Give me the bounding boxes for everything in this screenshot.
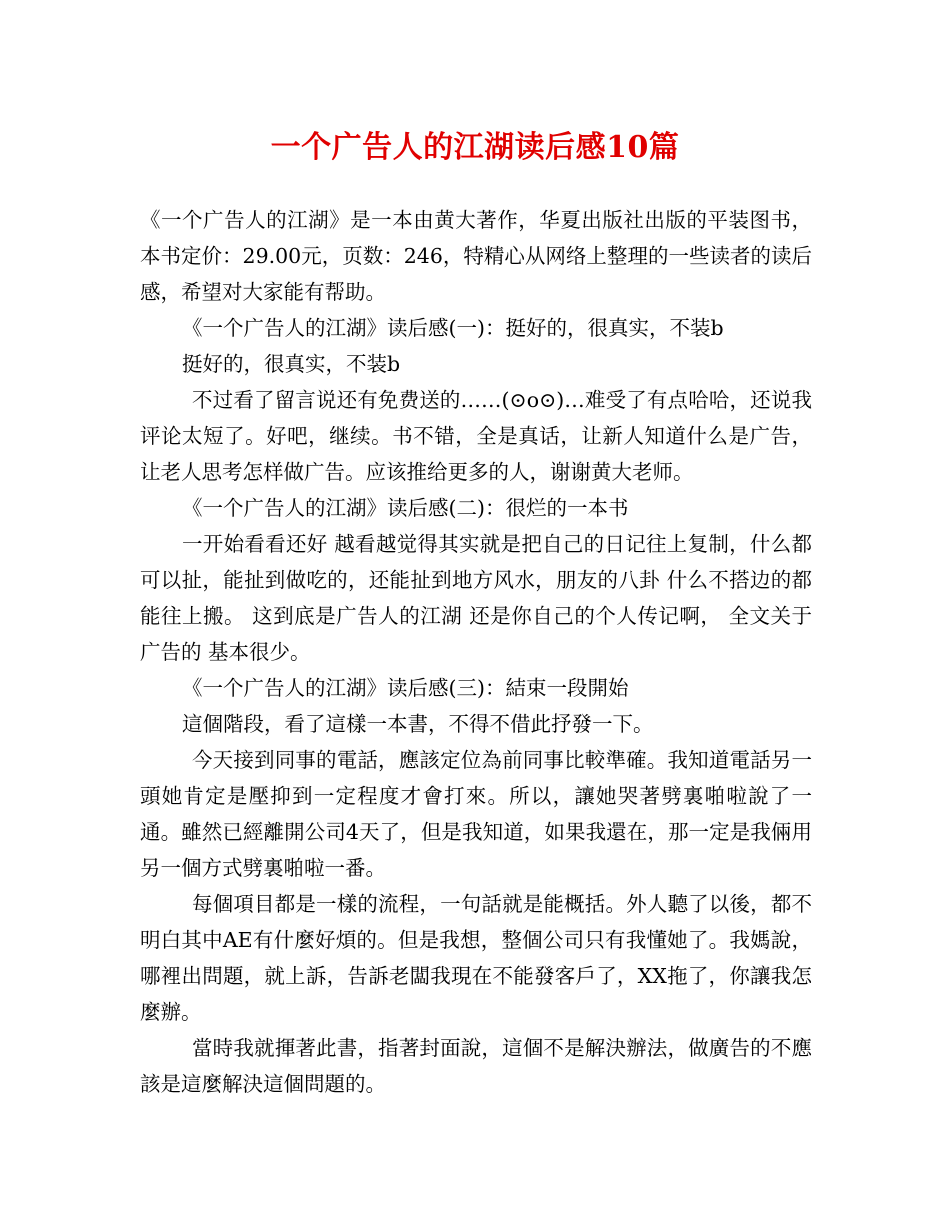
paragraph-review-3-body-1: 今天接到同事的電話，應該定位為前同事比較準確。我知道電話另一頭她肯定是壓抑到一定程度才會打來。所以，讓她哭著劈裏啪啦說了一通。雖然已經離開公司4天了，但是我知道，如果我還在，那一定是我倆用另一個方式劈裏啪啦一番。 bbox=[140, 748, 812, 880]
paragraph-intro: 《一个广告人的江湖》是一本由黄大著作，华夏出版社出版的平装图书，本书定价：29.00元，页数：246，特精心从网络上整理的一些读者的读后感，希望对大家能有帮助。 bbox=[140, 208, 812, 304]
paragraph-review-3-body-3: 當時我就揮著此書，指著封面說，這個不是解決辦法，做廣告的不應該是這麼解決這個問題的。 bbox=[140, 1036, 812, 1096]
heading-review-3: 《一个广告人的江湖》读后感(三)：結束一段開始 bbox=[182, 676, 629, 700]
paragraph-review-3-body-2: 每個項目都是一樣的流程，一句話就是能概括。外人聽了以後，都不明白其中AE有什麼好煩的。但是我想，整個公司只有我懂她了。我媽說，哪裡出問題，就上訴，告訴老闆我現在不能發客戶了，XX拖了，你讓我怎麼辦。 bbox=[140, 892, 812, 1024]
heading-review-2: 《一个广告人的江湖》读后感(二)：很烂的一本书 bbox=[182, 496, 629, 520]
document-title: 一个广告人的江湖读后感10篇 bbox=[270, 130, 680, 165]
heading-review-1: 《一个广告人的江湖》读后感(一)：挺好的，很真实，不装b bbox=[182, 316, 724, 340]
paragraph-review-1-body: 不过看了留言说还有免费送的……(⊙o⊙)…难受了有点哈哈，还说我评论太短了。好吧，继续。书不错，全是真话，让新人知道什么是广告，让老人思考怎样做广告。应该推给更多的人，谢谢黄大老师。 bbox=[140, 388, 812, 484]
paragraph-review-1-summary: 挺好的，很真实，不装b bbox=[182, 352, 401, 376]
paragraph-review-3-intro: 這個階段，看了這樣一本書，不得不借此抒發一下。 bbox=[182, 712, 654, 736]
document-body bbox=[140, 202, 812, 1102]
paragraph-review-2-body: 一开始看看还好 越看越觉得其实就是把自己的日记往上复制，什么都可以扯，能扯到做吃的，还能扯到地方风水，朋友的八卦 什么不搭边的都能往上搬。 这到底是广告人的江湖 还是你自己的个人传记啊， 全文关于广告的 基本很少。 bbox=[140, 532, 812, 664]
